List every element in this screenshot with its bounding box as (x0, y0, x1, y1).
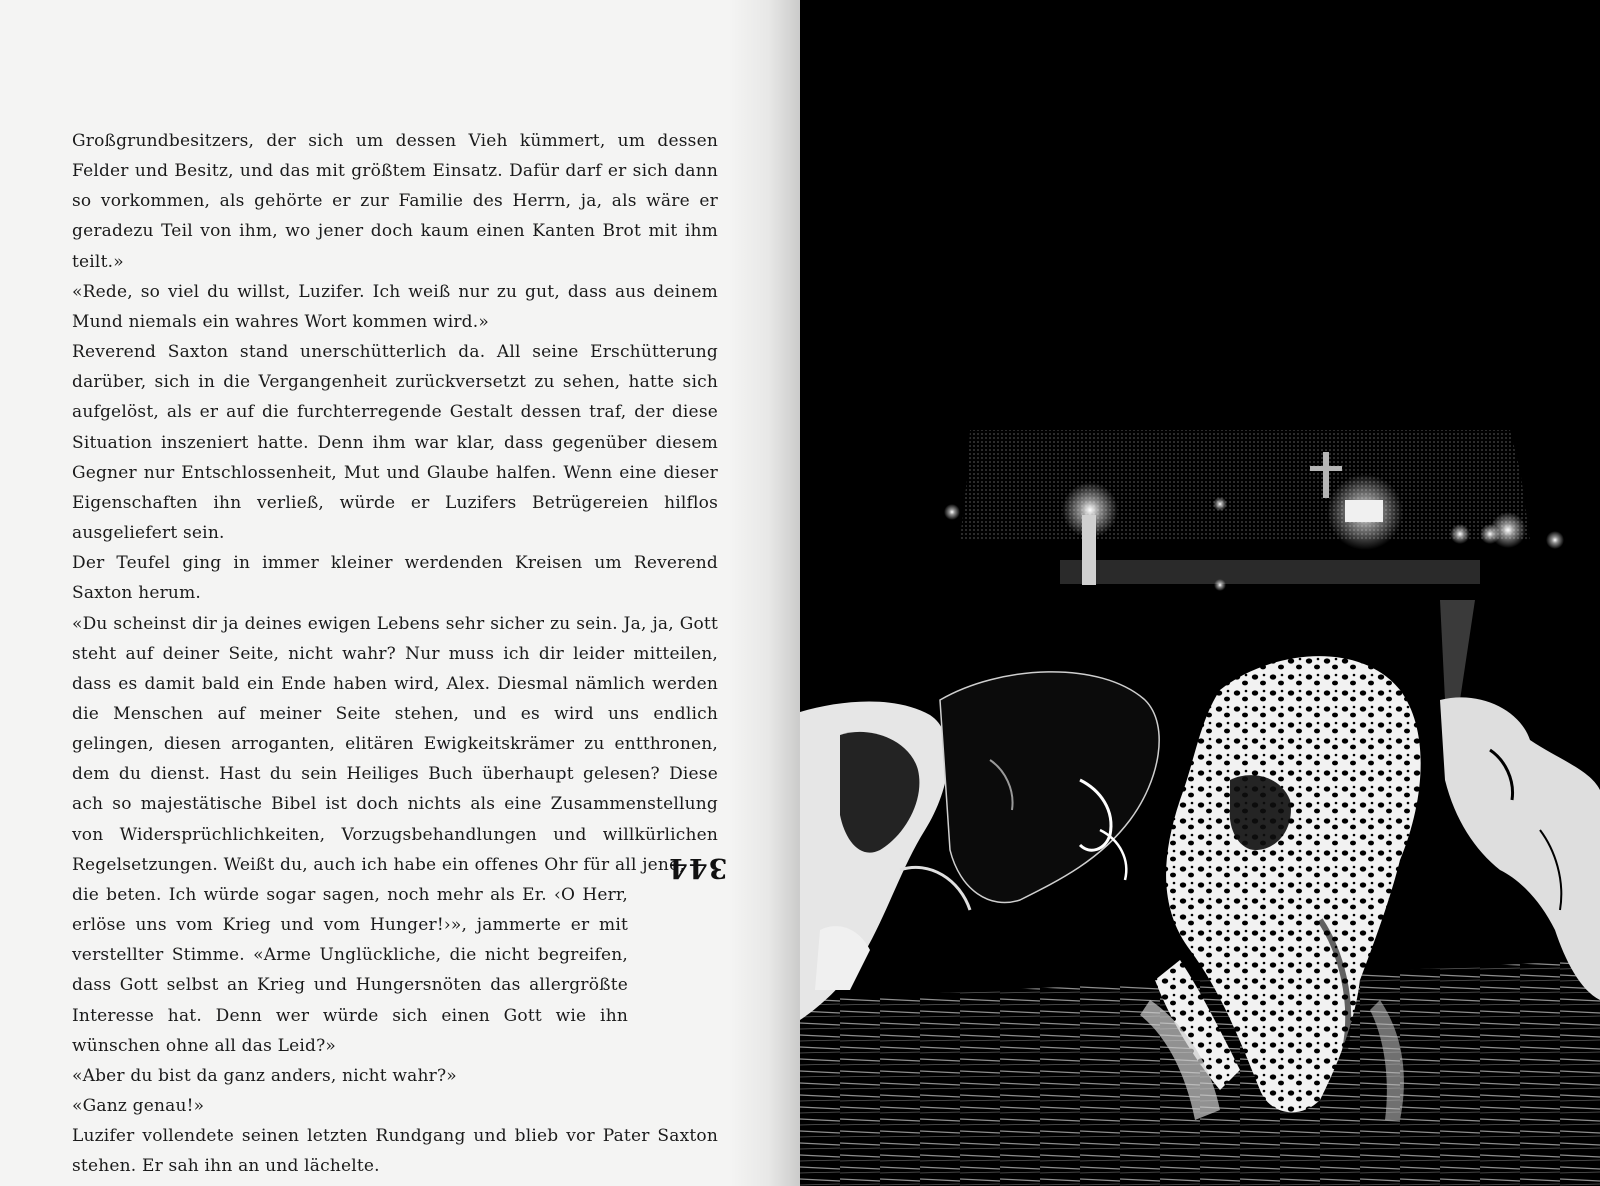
paragraph: «Ganz genau!» (72, 1096, 205, 1116)
paragraph: Großgrundbesitzers, der sich um dessen Vieh kümmert, um dessen Felder und Besitz, und das mit größtem Einsatz. Dafür darf er sich dann so vorkommen, als gehörte er zur Familie des Herrn, ja, als wäre er geradezu Teil von ihm, wo jener doch kaum einen Kanten Brot mit ihm teilt.» (72, 131, 718, 272)
paragraph: die beten. Ich würde sogar sagen, noch mehr als Er. ‹O Herr, erlöse uns vom Krieg und vom Hunger!›», jammerte er mit verstellter Stimme. «Arme Unglückliche, die nicht begreifen, dass Gott selbst an Krieg und Hungersnöten das allergrößte Interesse hat. Denn wer würde sich einen Gott wie ihn wünschen ohne all das Leid?» (72, 884, 628, 1056)
page-number: 344 (668, 852, 728, 883)
paragraph: «Du scheinst dir ja deines ewigen Lebens sehr sicher zu sein. Ja, ja, Gott steht auf deiner Seite, nicht wahr? Nur muss ich dir leider mitteilen, dass es damit bald ein Ende haben wird, Alex. Diesmal nämlich werden die Menschen auf meiner Seite stehen, und es wird uns endlich gelingen, diesen arroganten, elitären Ewigkeitskrämer zu entthronen, dem du dienst. Hast du sein Heiliges Buch überhaupt gelesen? Diese ach so majestätische Bibel ist doch nichts als eine Zusammenstellung von Widersprüchlichkeiten, Vorzugsbehandlungen und willkürlichen Regelsetzungen. Weißt du, auch ich habe ein offenes Ohr für all jene, (72, 613, 718, 875)
gutter-shadow (730, 0, 800, 1186)
altar-wall (960, 430, 1530, 540)
body-text (72, 126, 718, 1181)
paragraph: Luzifer vollendete seinen letzten Rundgang und blieb vor Pater Saxton stehen. Er sah ihn an und lächelte. (72, 1126, 718, 1177)
paragraph: Reverend Saxton stand unerschütterlich da. All seine Erschütterung darüber, sich in die Vergangenheit zurückversetzt zu sehen, hatte sich aufgelöst, als er auf die furchterregende Gestalt dessen traf, der diese Situation inszeniert hatte. Denn ihm war klar, dass gegenüber diesem Gegner nur Entschlossenheit, Mut und Glaube halfen. Wenn eine dieser Eigenschaften ihn verließ, würde er Luzifers Betrügereien hilflos ausgeliefert sein. (72, 342, 718, 544)
paragraph: «Aber du bist da ganz anders, nicht wahr?» (72, 1065, 457, 1086)
paragraph: «Rede, so viel du willst, Luzifer. Ich weiß nur zu gut, dass aus deinem Mund niemals ein wahres Wort kommen wird.» (72, 281, 718, 332)
church-big-cats-image (800, 0, 1600, 1186)
paragraph: Der Teufel ging in immer kleiner werdenden Kreisen um Reverend Saxton herum. (72, 553, 718, 604)
right-page-illustration (800, 0, 1600, 1186)
cross-icon (1323, 452, 1329, 498)
altar-table (1060, 560, 1480, 584)
